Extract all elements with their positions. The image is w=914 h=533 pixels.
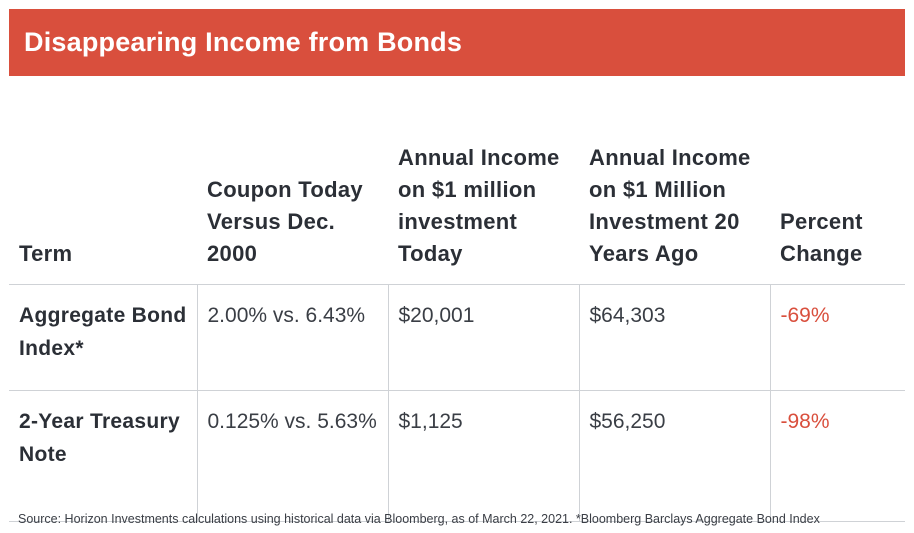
cell-income-20-years-ago: $56,250 bbox=[579, 391, 770, 522]
table-row bbox=[9, 285, 905, 391]
table-row bbox=[9, 391, 905, 522]
cell-term: Aggregate Bond Index* bbox=[19, 304, 187, 360]
cell-income-20-years-ago: $64,303 bbox=[579, 285, 770, 391]
cell-percent-change: -98% bbox=[770, 391, 905, 522]
cell-income-today: $1,125 bbox=[388, 391, 579, 522]
header-coupon: Coupon Today Versus Dec. 2000 bbox=[207, 177, 363, 266]
bond-income-table bbox=[9, 84, 905, 522]
cell-coupon: 2.00% vs. 6.43% bbox=[197, 285, 388, 391]
cell-percent-change: -69% bbox=[770, 285, 905, 391]
page-title: Disappearing Income from Bonds bbox=[24, 27, 463, 57]
header-row bbox=[9, 84, 905, 285]
header-income-20-years-ago: Annual Income on $1 Million Investment 20 Years Ago bbox=[589, 145, 751, 266]
cell-term: 2-Year Treasury Note bbox=[19, 410, 180, 466]
header-percent-change: Percent Change bbox=[780, 209, 863, 266]
source-note: Source: Horizon Investments calculations using historical data via Bloomberg, as of March 22, 2021. *Bloomberg Barclays Aggregate Bond Index bbox=[18, 512, 820, 526]
cell-income-today: $20,001 bbox=[388, 285, 579, 391]
title-banner bbox=[9, 9, 905, 76]
header-income-today: Annual Income on $1 million investment Today bbox=[398, 145, 560, 266]
cell-coupon: 0.125% vs. 5.63% bbox=[197, 391, 388, 522]
header-term: Term bbox=[19, 241, 73, 266]
